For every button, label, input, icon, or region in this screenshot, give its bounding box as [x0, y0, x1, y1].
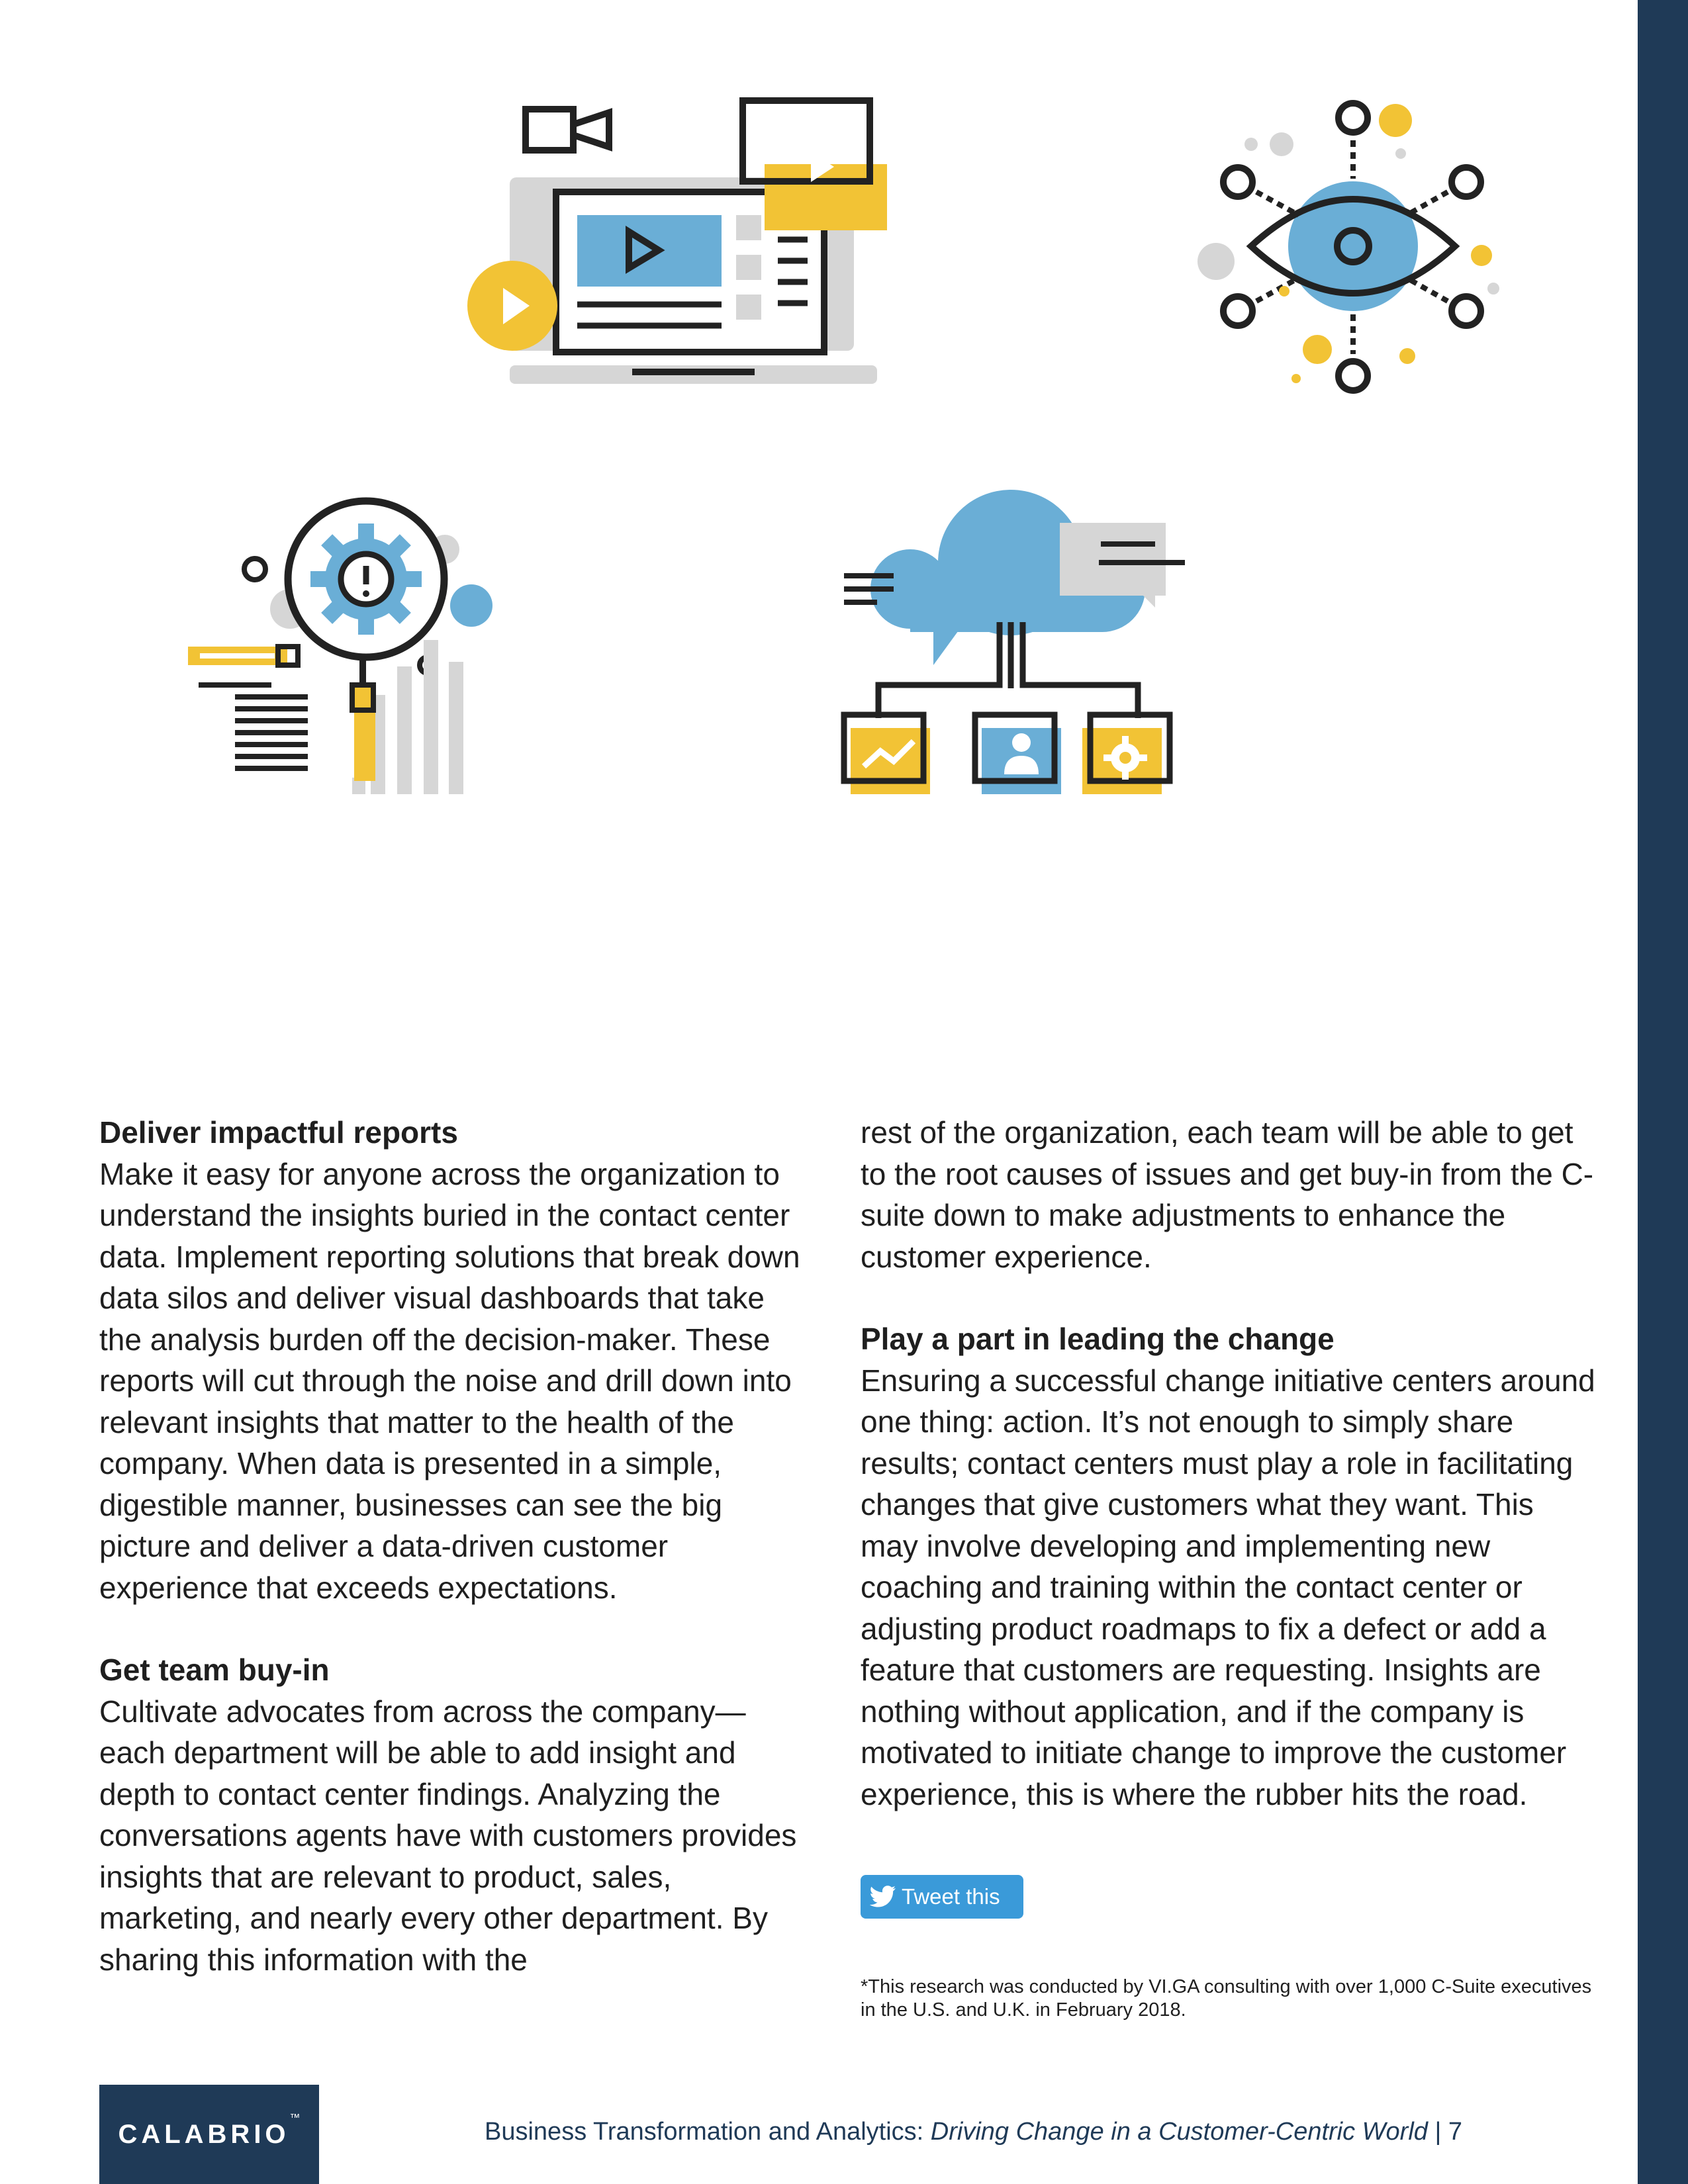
- twitter-bird-icon: [870, 1886, 896, 1908]
- tweet-button[interactable]: [861, 1875, 1023, 1919]
- section-heading-team-buy-in: Get team buy-in: [99, 1653, 330, 1687]
- eye-network-icon: [1185, 93, 1503, 404]
- footer-title-plain: Business Transformation and Analytics:: [485, 2118, 924, 2146]
- logo-trademark: ™: [289, 2113, 301, 2124]
- section-body-deliver-reports: Make it easy for anyone across the organization to understand the insights buried in the contact center data. Implement reporting solutions that break down data silos and deliver visual dashboards that take the analysis burden off the decision-maker. These reports will cut through the noise and drill down into relevant insights that matter to the health of the company. When data is presented in a simple, digestible manner, businesses can see the big picture and deliver a data-driven customer experience that exceeds expectations.: [99, 1156, 800, 1605]
- page-number: 7: [1448, 2118, 1463, 2146]
- left-column: [99, 1112, 801, 1980]
- magnifier-gear-icon: [179, 486, 510, 804]
- footer-title: [485, 2118, 1462, 2146]
- footer-separator: |: [1434, 2118, 1442, 2146]
- section-body-leading-change: Ensuring a successful change initiative centers around one thing: action. It’s not enough to simply share results; contact centers must play a role in facilitating changes that give customers what they want. This may involve developing and implementing new coaching and training within the contact center or adjusting product roadmaps to fix a defect or add a feature that customers are requesting. Insights are nothing without application, and if the company is motivated to initiate change to improve the customer experience, this is where the rubber hits the road.: [861, 1363, 1595, 1811]
- section-heading-leading-change: Play a part in leading the change: [861, 1322, 1335, 1356]
- section-body-team-buy-in-continued: rest of the organization, each team will be able to get to the root causes of issues and get buy-in from the C-suite down to make adjustments to enhance the customer experience.: [861, 1115, 1594, 1274]
- section-heading-deliver-reports: Deliver impactful reports: [99, 1115, 458, 1150]
- tweet-button-label: Tweet this: [902, 1884, 1000, 1909]
- section-body-team-buy-in: Cultivate advocates from across the company—each department will be able to add insight and depth to contact center findings. Analyzing the conversations agents have with customers provides insights that are relevant to product, sales, marketing, and nearly every other department. By sharing this information with the: [99, 1694, 797, 1977]
- footnote: *This research was conducted by VI.GA consulting with over 1,000 C-Suite executives in the U.S. and U.K. in February 2018.: [861, 1976, 1592, 2021]
- right-column: [861, 1112, 1595, 1815]
- sidebar-band: [1638, 0, 1688, 2184]
- cloud-network-icon: [837, 490, 1195, 801]
- video-laptop-icon: [463, 93, 887, 404]
- logo-text: CALABRIO: [118, 2119, 290, 2149]
- calabrio-logo: [99, 2085, 319, 2184]
- footer-title-italic: Driving Change in a Customer-Centric World: [930, 2118, 1428, 2146]
